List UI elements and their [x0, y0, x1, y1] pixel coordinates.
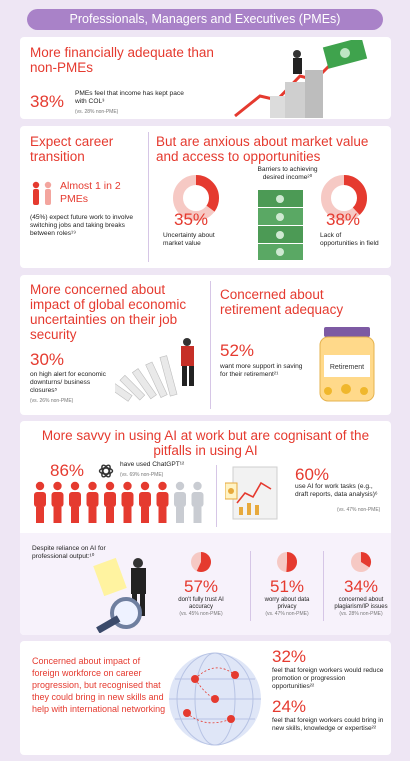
chatgpt-percent: 86%	[50, 461, 85, 480]
ai-concern-pie-slice	[286, 552, 297, 572]
person-icon	[104, 482, 116, 523]
reduce-opportunities-percent: 32%	[272, 647, 307, 666]
ai-concern-stat	[256, 551, 318, 617]
financial-adequacy-card	[20, 37, 391, 119]
retirement-title: Concerned about retirement adequacy	[220, 287, 344, 317]
ai-concern-label: worry about data privacy	[264, 597, 310, 610]
ai-concern-stat	[330, 551, 391, 617]
financial-adequacy-note: (vs. 28% non-PME)	[75, 109, 119, 115]
ai-concern-note: (vs. 28% non-PME)	[339, 611, 383, 617]
person-icon	[139, 482, 151, 523]
foreign-workforce-title: Concerned about impact of foreign workforce on career progression, but recognised that they could bring in new skills and help with international networking	[32, 656, 166, 714]
job-security-card	[20, 275, 391, 415]
chatgpt-logo-icon	[98, 463, 114, 479]
chatgpt-desc: have used ChatGPT¹²	[120, 461, 185, 468]
section-divider	[210, 281, 211, 409]
person-icon	[122, 482, 134, 523]
person-icon	[34, 482, 46, 523]
uncertainty-label: Uncertainty about market value	[163, 232, 215, 247]
person-icon	[87, 482, 99, 523]
ai-concern-note: (vs. 45% non-PME)	[179, 611, 223, 617]
barriers-label: Barriers to achieving desired income²⁰	[257, 166, 318, 181]
retirement-desc: want more support in saving for their retirement²¹	[220, 363, 303, 378]
two-people-icon	[30, 181, 56, 207]
ai-work-note: (vs. 47% non-PME)	[337, 507, 381, 513]
career-growth-illustration	[215, 40, 385, 118]
ai-concern-percent: 57%	[183, 577, 219, 596]
section-divider	[250, 551, 251, 621]
magnifier-illustration	[68, 553, 168, 633]
person-icon	[174, 482, 186, 523]
financial-adequacy-title: More financially adequate than non-PMEs	[30, 45, 214, 75]
stacked-money-illustration	[258, 190, 303, 260]
opportunities-percent: 38%	[326, 210, 361, 229]
section-divider	[323, 551, 324, 621]
ai-savvy-title: More savvy in using AI at work but are cognisant of the pitfalls in using AI	[41, 428, 370, 458]
ai-pitfalls-lead: Despite reliance on AI for professional output:¹⁰	[32, 545, 106, 560]
domino-illustration	[115, 330, 207, 410]
retirement-jar-illustration	[316, 325, 378, 405]
anxiety-title: But are anxious about market value and access to opportunities	[156, 134, 369, 164]
uncertainty-percent: 35%	[174, 210, 209, 229]
retirement-percent: 52%	[220, 341, 255, 360]
ai-concern-pie	[190, 551, 212, 573]
person-icon	[52, 482, 64, 523]
job-security-note: (vs. 26% non-PME)	[30, 398, 74, 404]
job-security-title: More concerned about impact of global economic uncertainties on their job security	[30, 282, 187, 342]
chatgpt-note: (vs. 69% non-PME)	[120, 472, 164, 478]
person-icon	[157, 482, 169, 523]
ai-concern-note: (vs. 47% non-PME)	[265, 611, 309, 617]
financial-adequacy-percent: 38%	[30, 92, 65, 111]
ai-dashboard-illustration	[225, 463, 285, 527]
new-skills-desc: feel that foreign workers could bring in new skills, knowledge or expertise²²	[272, 717, 384, 732]
career-transition-stat: Almost 1 in 2 PMEs	[60, 180, 121, 205]
career-transition-desc: (45%) expect future work to involve switching jobs and taking breaks between roles¹⁹	[30, 214, 133, 237]
section-divider	[216, 465, 217, 527]
person-icon	[69, 482, 81, 523]
ai-concern-percent: 51%	[269, 577, 305, 596]
foreign-workforce-card	[20, 641, 391, 755]
new-skills-percent: 24%	[272, 697, 307, 716]
ai-concern-pie	[276, 551, 298, 573]
people-row	[32, 481, 210, 525]
section-divider	[148, 132, 149, 262]
ai-work-percent: 60%	[295, 465, 330, 484]
ai-concern-label: concerned about plagiarism/IP issues	[334, 597, 388, 610]
ai-savvy-card	[20, 421, 391, 635]
globe-illustration	[165, 649, 265, 749]
person-icon	[192, 482, 204, 523]
job-security-percent: 30%	[30, 350, 65, 369]
ai-concern-pie	[350, 551, 372, 573]
ai-concern-stat	[170, 551, 232, 617]
reduce-opportunities-desc: feel that foreign workers would reduce promotion or progression opportunities²²	[272, 667, 384, 690]
jar-label: Retirement	[329, 364, 365, 371]
opportunities-label: Lack of opportunities in field	[320, 232, 379, 247]
career-transition-card	[20, 126, 391, 268]
financial-adequacy-desc: PMEs feel that income has kept pace with COL³	[75, 90, 184, 105]
ai-concern-percent: 34%	[343, 577, 379, 596]
ai-concern-label: don't fully trust AI accuracy	[178, 597, 224, 610]
ai-work-desc: use AI for work tasks (e.g., draft reports, data analysis)⁶	[295, 483, 378, 498]
page-banner: Professionals, Managers and Executives (PMEs)	[27, 9, 383, 30]
career-transition-title: Expect career transition	[30, 134, 114, 164]
job-security-desc: on high alert for economic downturns/ business closures⁵	[30, 371, 106, 394]
